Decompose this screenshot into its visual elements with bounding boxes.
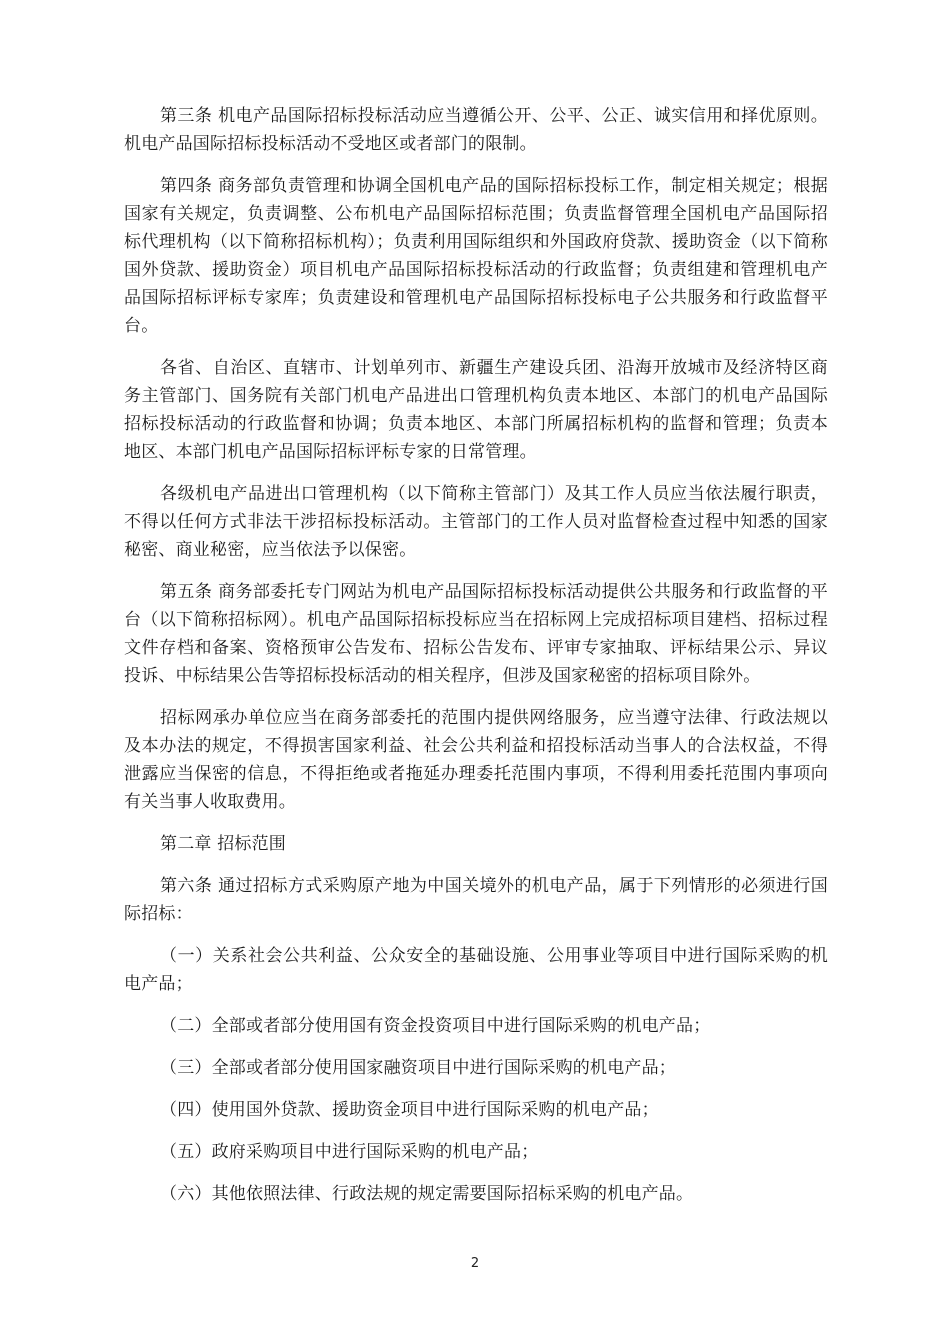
page-number: 2 bbox=[470, 1256, 480, 1271]
list-item-4: （四）使用国外贷款、援助资金项目中进行国际采购的机电产品； bbox=[160, 1100, 659, 1120]
local-authority-paragraph: 各省、自治区、直辖市、计划单列市、新疆生产建设兵团、沿海开放城市及经济特区商务主管部门、国务院有关部门机电产品进出口管理机构负责本地区、本部门的机电产品国际招标投标活动的行政监督和协调；负责本地区、本部门所属招标机构的监督和管理；负责本地区、本部门机电产品国际招标评标专家的日常管理。 bbox=[124, 358, 828, 462]
article-5-paragraph: 第五条 商务部委托专门网站为机电产品国际招标投标活动提供公共服务和行政监督的平台（以下简称招标网）。机电产品国际招标投标应当在招标网上完成招标项目建档、招标过程文件存档和备案、资格预审公告发布、招标公告发布、评审专家抽取、评标结果公示、异议投诉、中标结果公告等招标投标活动的相关程序，但涉及国家秘密的招标项目除外。 bbox=[124, 582, 828, 686]
list-item-1: （一）关系社会公共利益、公众安全的基础设施、公用事业等项目中进行国际采购的机电产品； bbox=[124, 946, 828, 994]
list-item-3: （三）全部或者部分使用国家融资项目中进行国际采购的机电产品； bbox=[160, 1058, 676, 1078]
list-item-2: （二）全部或者部分使用国有资金投资项目中进行国际采购的机电产品； bbox=[160, 1016, 711, 1036]
list-item-5: （五）政府采购项目中进行国际采购的机电产品； bbox=[160, 1142, 539, 1162]
article-3-paragraph: 第三条 机电产品国际招标投标活动应当遵循公开、公平、公正、诚实信用和择优原则。机电产品国际招标投标活动不受地区或者部门的限制。 bbox=[124, 106, 828, 154]
article-4-paragraph: 第四条 商务部负责管理和协调全国机电产品的国际招标投标工作，制定相关规定；根据国家有关规定，负责调整、公布机电产品国际招标范围；负责监督管理全国机电产品国际招标代理机构（以下简称招标机构）；负责利用国际组织和外国政府贷款、援助资金（以下简称国外贷款、援助资金）项目机电产品国际招标投标活动的行政监督；负责组建和管理机电产品国际招标评标专家库；负责建设和管理机电产品国际招标投标电子公共服务和行政监督平台。 bbox=[124, 176, 828, 336]
list-item-6: （六）其他依照法律、行政法规的规定需要国际招标采购的机电产品。 bbox=[160, 1184, 694, 1204]
chapter-heading: 第二章 招标范围 bbox=[160, 834, 287, 854]
website-operator-paragraph: 招标网承办单位应当在商务部委托的范围内提供网络服务，应当遵守法律、行政法规以及本办法的规定，不得损害国家利益、社会公共利益和招投标活动当事人的合法权益，不得泄露应当保密的信息，不得拒绝或者拖延办理委托范围内事项，不得利用委托范围内事项向有关当事人收取费用。 bbox=[124, 708, 828, 812]
document-body bbox=[124, 102, 828, 1222]
article-6-paragraph: 第六条 通过招标方式采购原产地为中国关境外的机电产品，属于下列情形的必须进行国际招标： bbox=[124, 876, 828, 924]
authority-duties-paragraph: 各级机电产品进出口管理机构（以下简称主管部门）及其工作人员应当依法履行职责，不得以任何方式非法干涉招标投标活动。主管部门的工作人员对监督检查过程中知悉的国家秘密、商业秘密，应当依法予以保密。 bbox=[124, 484, 828, 560]
